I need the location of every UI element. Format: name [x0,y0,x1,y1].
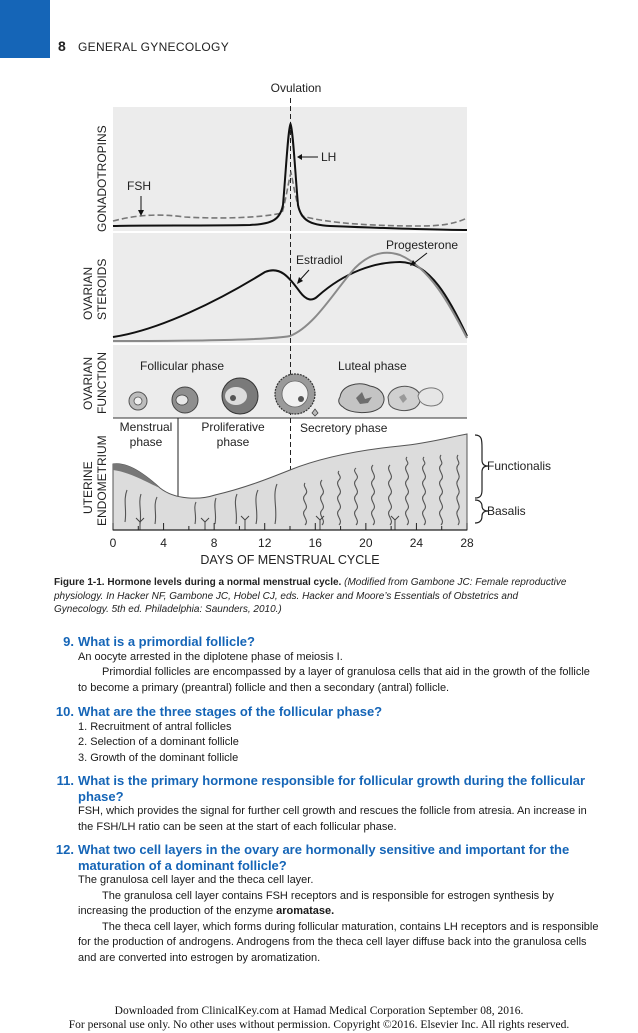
x-tick-label: 28 [460,536,474,550]
answer-text: The theca cell layer, which forms during follicular maturation, contains LH receptors and is responsible for the production of androgens. Androgens from the theca cell layer diffuse back into the granulosa cells and are converted into estrogen by aromatization. [78,920,599,964]
label-steroids: STEROIDS [95,258,109,320]
answer-text: The granulosa cell layer and the theca cell layer. [78,874,314,886]
question-text: What are the three stages of the follicular phase? [78,704,383,719]
running-title: GENERAL GYNECOLOGY [78,40,229,54]
footer-line-1: Downloaded from ClinicalKey.com at Hamad Medical Corporation September 08, 2016. [114,1005,524,1017]
question-text: What is a primordial follicle? [78,634,255,649]
caption-source: (Modified from Gambone JC: Female reproductive physiology. In Hacker NF, Gambone JC, Hobel CJ, eds. Hacker and Moore’s Essentials of Obstetrics and Gynecology. 5th ed. Philadelphia: Saunders, 2010.) [54,577,567,615]
follicle-4 [275,374,315,414]
x-tick-label: 16 [308,536,322,550]
basalis-label: Basalis [487,504,526,518]
progesterone-label: Progesterone [386,238,459,252]
x-tick-label: 8 [210,536,218,550]
label-gonadotropins: GONADOTROPINS [95,125,109,232]
answer-text: Primordial follicles are encompassed by a layer of granulosa cells that aid in the growth of the follicle to become a primary (preantral) follicle and then a secondary (antral) follicle. [78,666,590,694]
follicle-1 [129,392,147,410]
corpus-luteum-1 [339,384,384,413]
x-tick-label: 12 [258,536,272,550]
menstrual-cycle-figure [0,70,638,570]
follicular-phase-label: Follicular phase [140,359,225,373]
question-10 [40,704,600,766]
figure-caption [54,576,574,617]
question-number: 10. [55,704,74,719]
secretory-label: Secretory phase [300,421,388,435]
answer-text: An oocyte arrested in the diplotene phase of meiosis I. [78,650,343,663]
estradiol-label: Estradiol [296,253,343,267]
caption-title: Hormone levels during a normal menstrual cycle. [107,577,342,588]
caption-label: Figure 1-1. [54,577,105,588]
list-item: 3. Growth of the dominant follicle [78,751,239,764]
menstrual-label-2: phase [129,435,163,449]
list-item: 2. Selection of a dominant follicle [78,736,239,748]
follicle-3 [222,378,258,414]
label-ovarian-1: OVARIAN [81,266,95,320]
menstrual-label-1: Menstrual [119,420,173,434]
corpus-albicans [418,388,443,406]
question-12 [40,842,600,966]
endometrium-tissue [113,434,467,530]
answer-text [78,889,600,920]
answer-emphasis: aromatase. [276,905,335,917]
question-number: 9. [63,634,74,649]
x-tick-label: 20 [359,536,373,550]
label-uterine: UTERINE [81,461,95,514]
list-item: 1. Recruitment of antral follicles [78,720,232,733]
corpus-luteum-2 [388,386,420,410]
chapter-tab [0,0,50,58]
question-number: 11. [56,773,74,788]
question-text: What two cell layers in the ovary are hormonally sensitive and important for the maturation of a dominant follicle? [78,842,570,873]
x-axis-label: DAYS OF MENSTRUAL CYCLE [200,553,380,567]
x-tick-label: 24 [409,536,424,550]
question-11 [40,773,600,835]
proliferative-label-2: phase [216,435,250,449]
fsh-label: FSH [127,179,151,193]
functionalis-label: Functionalis [487,459,552,473]
label-endometrium: ENDOMETRIUM [95,435,109,526]
answer-text-part: The granulosa cell layer contains FSH receptors and is responsible for estrogen synthesis by increasing the production of the enzyme [78,889,554,917]
answer-list [78,720,600,767]
label-ovarian-2: OVARIAN [81,356,95,410]
footer-line-2: For personal use only. No other uses without permission. Copyright ©2016. Elsevier Inc. All rights reserved. [68,1019,570,1031]
follicle-2 [172,387,198,413]
label-function: FUNCTION [95,352,109,414]
luteal-phase-label: Luteal phase [338,359,407,373]
question-9 [40,634,600,696]
x-tick-label: 0 [109,536,117,550]
ovulation-label: Ovulation [270,81,322,95]
page-number: 8 [58,38,66,54]
proliferative-label-1: Proliferative [201,420,265,434]
question-number: 12. [55,842,74,857]
x-tick-label: 4 [160,536,167,550]
lh-label: LH [321,150,337,164]
question-text: What is the primary hormone responsible for follicular growth during the follicular phase? [78,773,586,804]
answer-text: FSH, which provides the signal for further cell growth and rescues the follicle from atresia. An increase in the FSH/LH ratio can be seen at the start of each follicular phase. [78,805,587,833]
